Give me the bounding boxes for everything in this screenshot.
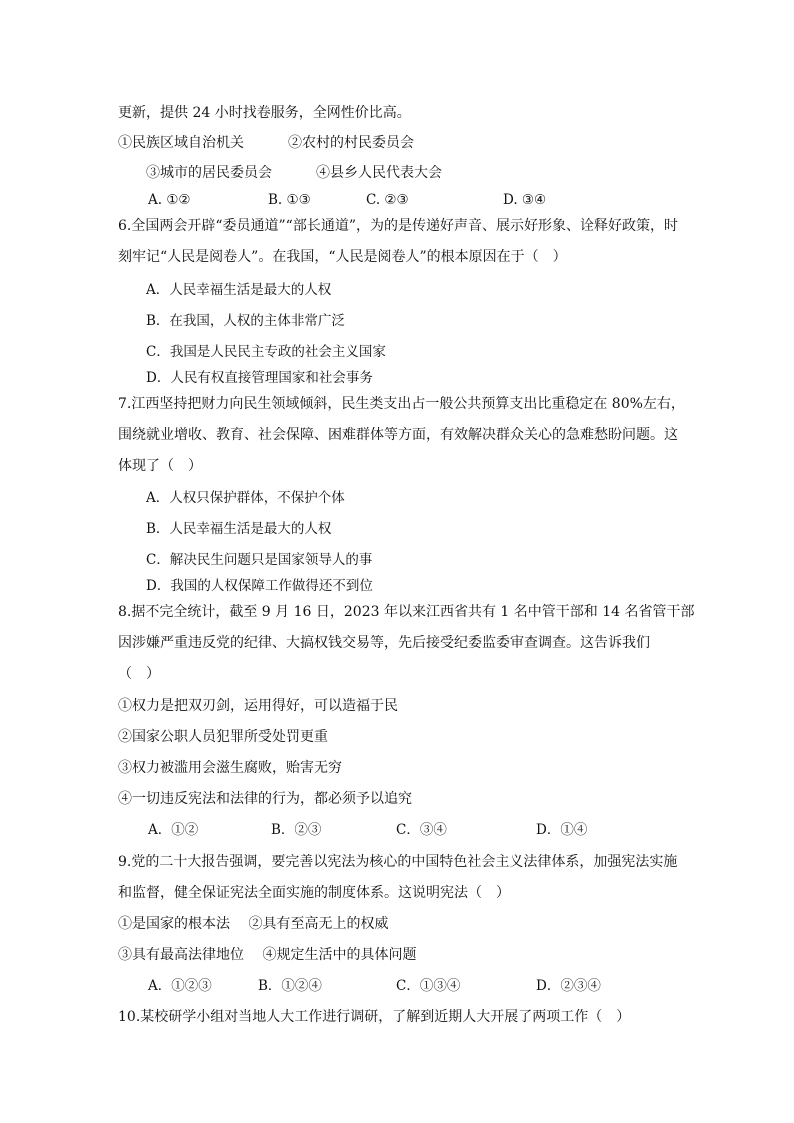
q8-option-a: A．①② bbox=[148, 822, 199, 838]
statement-4: ④县乡人民代表大会 bbox=[316, 165, 442, 181]
q8-statement-2: ②国家公职人员犯罪所受处罚更重 bbox=[118, 729, 328, 745]
q9-option-d: D．②③④ bbox=[536, 978, 601, 994]
statement-2: ②农村的村民委员会 bbox=[288, 135, 414, 151]
q9-option-c: C．①③④ bbox=[396, 978, 461, 994]
q7-option-d: D．我国的人权保障工作做得还不到位 bbox=[146, 578, 373, 594]
statement-3: ③城市的居民委员会 bbox=[146, 165, 272, 181]
q8-stem-line1: 8.据不完全统计，截至 9 月 16 日，2023 年以来江西省共有 1 名中管干部和 14 名省管干部 bbox=[118, 604, 695, 620]
q5-option-a: A. ①② bbox=[148, 192, 191, 208]
q5-option-d: D. ③④ bbox=[503, 192, 547, 208]
q6-stem-line1: 6.全国两会开辟“委员通道”“部长通道”，为的是传递好声音、展示好形象、诠释好政策，时 bbox=[118, 218, 678, 234]
q8-option-c: C．③④ bbox=[396, 822, 447, 838]
q8-option-d: D．①④ bbox=[536, 822, 588, 838]
q9-stem-line1: 9.党的二十大报告强调，要完善以宪法为核心的中国特色社会主义法律体系，加强宪法实施 bbox=[118, 854, 678, 870]
q9-option-b: B．①②④ bbox=[258, 978, 322, 994]
q7-option-b: B．人民幸福生活是最大的人权 bbox=[146, 521, 332, 537]
q6-option-b: B．在我国，人权的主体非常广泛 bbox=[146, 313, 345, 329]
q9-option-a: A．①②③ bbox=[148, 978, 212, 994]
q9-stem-line2: 和监督，健全保证宪法全面实施的制度体系。这说明宪法（ ） bbox=[118, 885, 510, 901]
q8-stem-line2: 因涉嫌严重违反党的纪律、大搞权钱交易等，先后接受纪委监委审查调查。这告诉我们 bbox=[118, 635, 650, 651]
q7-stem-line3: 体现了（ ） bbox=[118, 458, 202, 474]
q8-statement-3: ③权力被滥用会滋生腐败，贻害无穷 bbox=[118, 760, 342, 776]
statement-1: ①民族区域自治机关 bbox=[118, 135, 244, 151]
q7-stem-line2: 围绕就业增收、教育、社会保障、困难群体等方面，有效解决群众关心的急难愁盼问题。这 bbox=[118, 427, 678, 443]
q7-stem-line1: 7.江西坚持把财力向民生领域倾斜，民生类支出占一般公共预算支出比重稳定在 80%左右， bbox=[118, 396, 685, 412]
q8-statement-4: ④一切违反宪法和法律的行为，都必须予以追究 bbox=[118, 791, 412, 807]
text-line: 更新，提供 24 小时找卷服务，全网性价比高。 bbox=[118, 105, 411, 121]
q6-option-d: D．人民有权直接管理国家和社会事务 bbox=[146, 370, 373, 386]
q9-statements-3-4: ③具有最高法律地位 ④规定生活中的具体问题 bbox=[118, 947, 417, 963]
q5-option-b: B. ①③ bbox=[268, 192, 311, 208]
q6-stem-line2: 刻牢记“人民是阅卷人”。在我国，“人民是阅卷人”的根本原因在于（ ） bbox=[118, 249, 567, 265]
q6-option-a: A．人民幸福生活是最大的人权 bbox=[146, 282, 332, 298]
q9-statements-1-2: ①是国家的根本法 ②具有至高无上的权威 bbox=[118, 916, 389, 932]
q10-stem-line1: 10.某校研学小组对当地人大工作进行调研，了解到近期人大开展了两项工作（ ） bbox=[118, 1009, 631, 1025]
q7-option-c: C．解决民生问题只是国家领导人的事 bbox=[146, 552, 373, 568]
q6-option-c: C．我国是人民民主专政的社会主义国家 bbox=[146, 344, 386, 360]
q7-option-a: A．人权只保护群体，不保护个体 bbox=[146, 490, 345, 506]
q8-statement-1: ①权力是把双刃剑，运用得好，可以造福于民 bbox=[118, 698, 398, 714]
q8-option-b: B．②③ bbox=[271, 822, 322, 838]
q5-option-c: C. ②③ bbox=[366, 192, 409, 208]
q8-stem-line3: （ ） bbox=[118, 666, 160, 682]
